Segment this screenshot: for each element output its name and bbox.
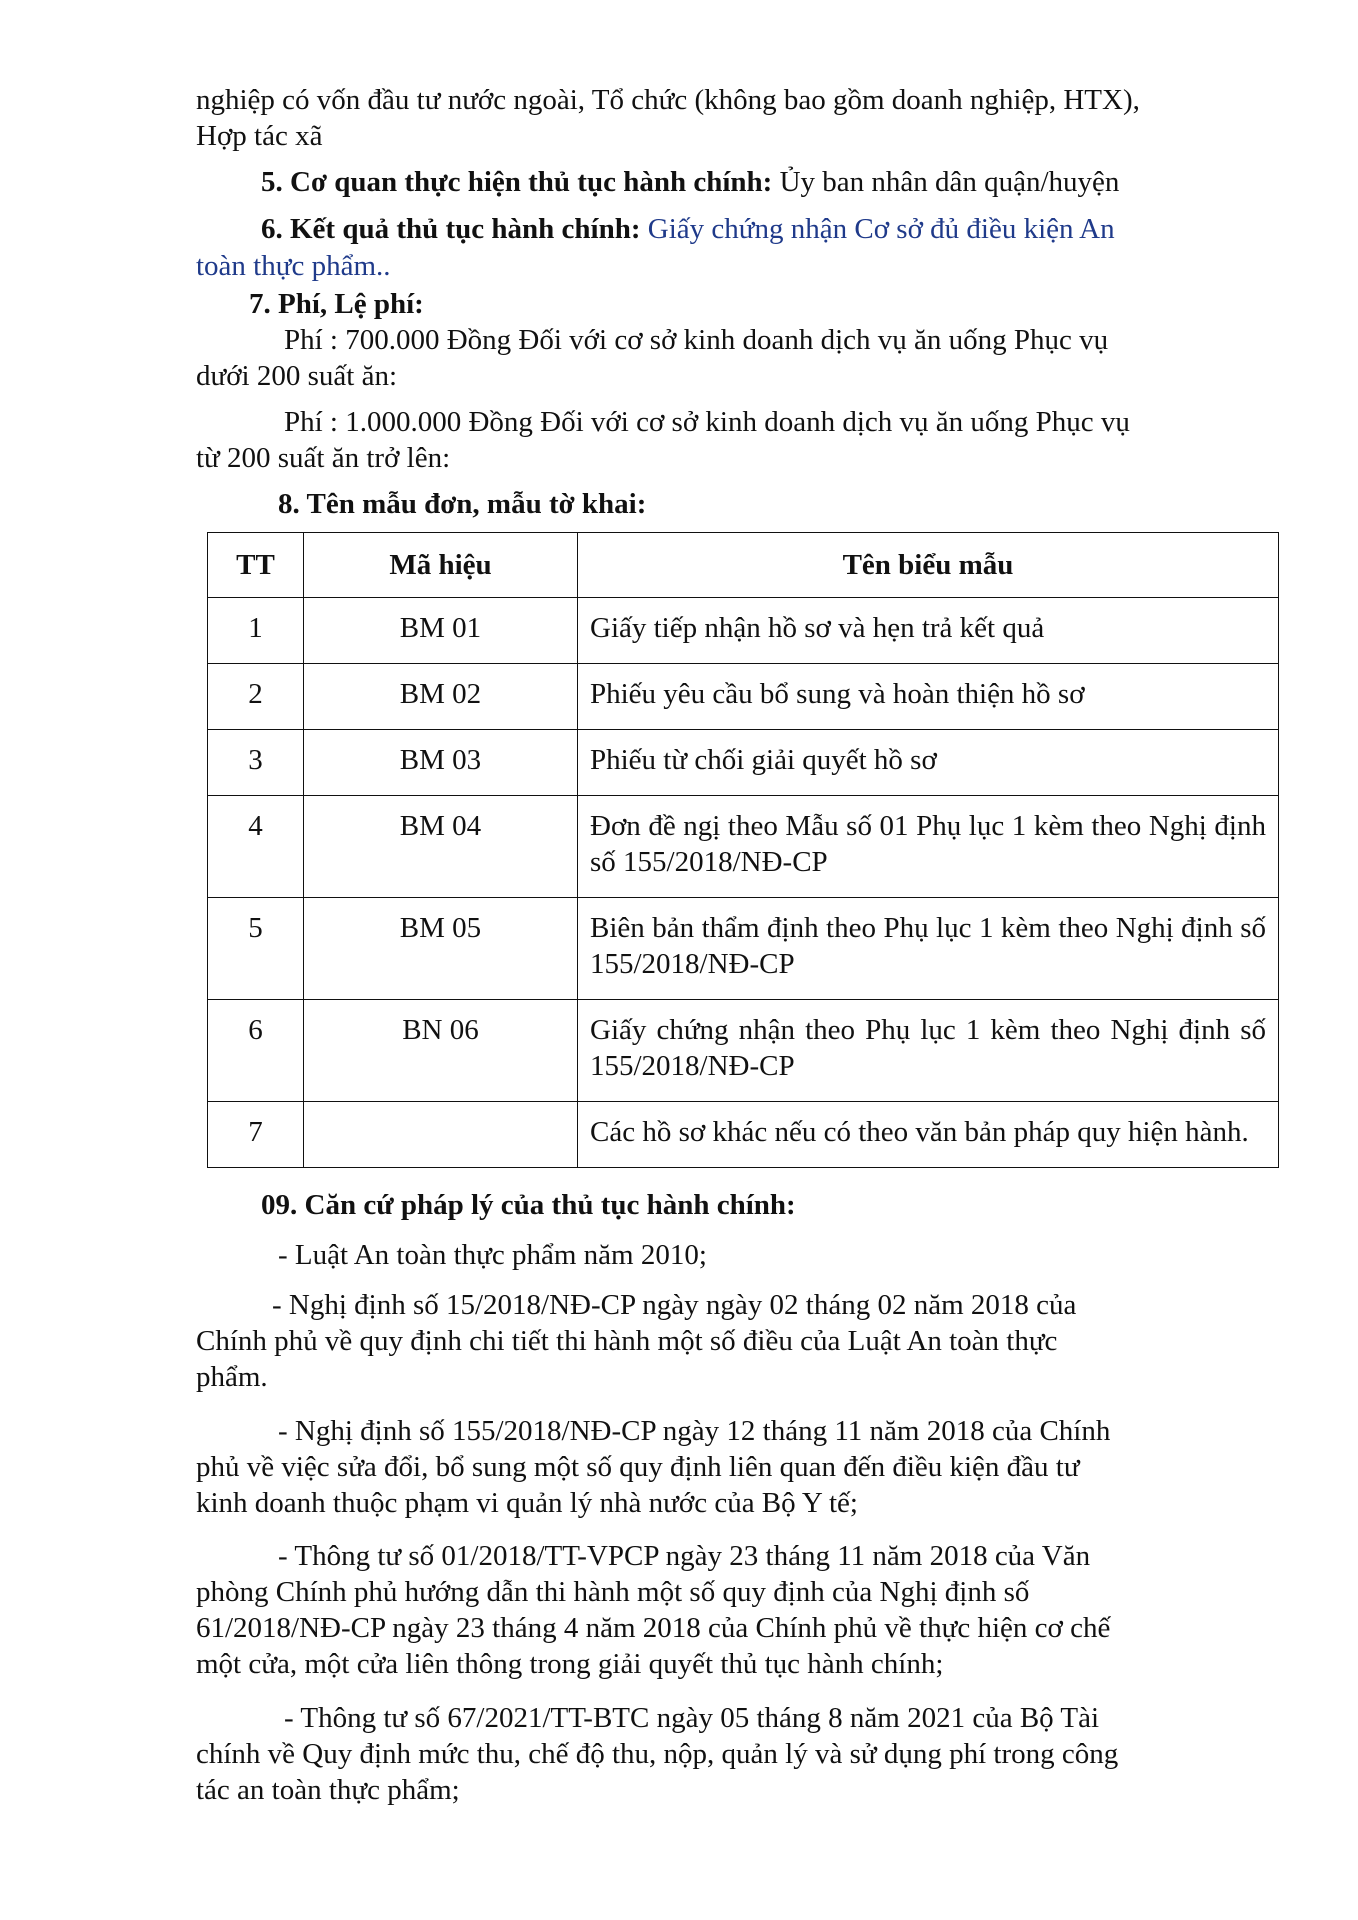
legal-item-4-line-2: phòng Chính phủ hướng dẫn thi hành một số quy định của Nghị định số (196, 1576, 1030, 1608)
table-row (208, 1000, 1279, 1102)
cell-tt: 3 (208, 730, 304, 796)
section8-heading: 8. Tên mẫu đơn, mẫu tờ khai: (278, 488, 647, 520)
cell-tt: 6 (208, 1000, 304, 1102)
section7-heading: 7. Phí, Lệ phí: (249, 288, 424, 320)
table-row (208, 1102, 1279, 1168)
fee2-line-2: từ 200 suất ăn trở lên: (196, 442, 451, 474)
legal-item-3-line-2: phủ về việc sửa đổi, bổ sung một số quy định liên quan đến điều kiện đầu tư (196, 1451, 1080, 1483)
header-tt: TT (208, 533, 304, 598)
legal-item-3-line-3: kinh doanh thuộc phạm vi quản lý nhà nước của Bộ Y tế; (196, 1487, 858, 1519)
legal-item-5-line-2: chính về Quy định mức thu, chế độ thu, nộp, quản lý và sử dụng phí trong công (196, 1738, 1119, 1770)
table-row (208, 796, 1279, 898)
section6-text-2: toàn thực phẩm.. (196, 250, 391, 282)
table-row (208, 898, 1279, 1000)
cell-ten-bieu-mau: Đơn đề ngị theo Mẫu số 01 Phụ lục 1 kèm theo Nghị định số 155/2018/NĐ-CP (578, 796, 1279, 898)
section5-heading: 5. Cơ quan thực hiện thủ tục hành chính: (261, 166, 773, 198)
intro-line-2: Hợp tác xã (196, 120, 323, 152)
legal-item-1: - Luật An toàn thực phẩm năm 2010; (278, 1239, 707, 1271)
legal-item-4-line-1: - Thông tư số 01/2018/TT-VPCP ngày 23 tháng 11 năm 2018 của Văn (278, 1540, 1091, 1572)
fee2-line-1: Phí : 1.000.000 Đồng Đối với cơ sở kinh doanh dịch vụ ăn uống Phục vụ (284, 406, 1130, 438)
cell-ten-bieu-mau: Các hồ sơ khác nếu có theo văn bản pháp quy hiện hành. (578, 1102, 1279, 1168)
section9-heading: 09. Căn cứ pháp lý của thủ tục hành chính: (261, 1189, 796, 1221)
section5-text: Ủy ban nhân dân quận/huyện (772, 166, 1120, 198)
legal-item-2-line-3: phẩm. (196, 1361, 268, 1393)
header-ten-bieu-mau: Tên biểu mẫu (578, 533, 1279, 598)
table-header-row (208, 533, 1279, 598)
cell-tt: 4 (208, 796, 304, 898)
cell-tt: 5 (208, 898, 304, 1000)
legal-item-2-line-2: Chính phủ về quy định chi tiết thi hành một số điều của Luật An toàn thực (196, 1325, 1058, 1357)
section6-text-1: Giấy chứng nhận Cơ sở đủ điều kiện An (640, 213, 1115, 245)
table-row (208, 730, 1279, 796)
legal-item-5-line-3: tác an toàn thực phẩm; (196, 1774, 460, 1806)
cell-ten-bieu-mau: Phiếu từ chối giải quyết hồ sơ (578, 730, 1279, 796)
cell-ma-hieu: BM 04 (304, 796, 578, 898)
legal-item-4-line-4: một cửa, một cửa liên thông trong giải quyết thủ tục hành chính; (196, 1648, 944, 1680)
forms-table (207, 532, 1279, 1168)
cell-ten-bieu-mau: Giấy chứng nhận theo Phụ lục 1 kèm theo Nghị định số 155/2018/NĐ-CP (578, 1000, 1279, 1102)
cell-ten-bieu-mau: Giấy tiếp nhận hồ sơ và hẹn trả kết quả (578, 598, 1279, 664)
section6-line-1 (261, 211, 1115, 247)
cell-ten-bieu-mau: Phiếu yêu cầu bổ sung và hoàn thiện hồ sơ (578, 664, 1279, 730)
section5 (261, 164, 1119, 200)
legal-item-2-line-1: - Nghị định số 15/2018/NĐ-CP ngày ngày 02 tháng 02 năm 2018 của (272, 1289, 1077, 1321)
cell-ma-hieu: BM 01 (304, 598, 578, 664)
cell-tt: 2 (208, 664, 304, 730)
cell-ma-hieu: BM 02 (304, 664, 578, 730)
cell-ma-hieu: BM 05 (304, 898, 578, 1000)
fee1-line-2: dưới 200 suất ăn: (196, 360, 398, 392)
cell-tt: 1 (208, 598, 304, 664)
legal-item-5-line-1: - Thông tư số 67/2021/TT-BTC ngày 05 tháng 8 năm 2021 của Bộ Tài (284, 1702, 1100, 1734)
fee1-line-1: Phí : 700.000 Đồng Đối với cơ sở kinh doanh dịch vụ ăn uống Phục vụ (284, 324, 1109, 356)
cell-ten-bieu-mau: Biên bản thẩm định theo Phụ lục 1 kèm theo Nghị định số 155/2018/NĐ-CP (578, 898, 1279, 1000)
table-row (208, 664, 1279, 730)
legal-item-4-line-3: 61/2018/NĐ-CP ngày 23 tháng 4 năm 2018 của Chính phủ về thực hiện cơ chế (196, 1612, 1111, 1644)
legal-item-3-line-1: - Nghị định số 155/2018/NĐ-CP ngày 12 tháng 11 năm 2018 của Chính (278, 1415, 1111, 1447)
header-ma-hieu: Mã hiệu (304, 533, 578, 598)
cell-tt: 7 (208, 1102, 304, 1168)
cell-ma-hieu: BN 06 (304, 1000, 578, 1102)
section6-heading: 6. Kết quả thủ tục hành chính: (261, 213, 641, 245)
intro-line-1: nghiệp có vốn đầu tư nước ngoài, Tổ chức (không bao gồm doanh nghiệp, HTX), (196, 84, 1140, 116)
table-row (208, 598, 1279, 664)
cell-ma-hieu (304, 1102, 578, 1168)
cell-ma-hieu: BM 03 (304, 730, 578, 796)
